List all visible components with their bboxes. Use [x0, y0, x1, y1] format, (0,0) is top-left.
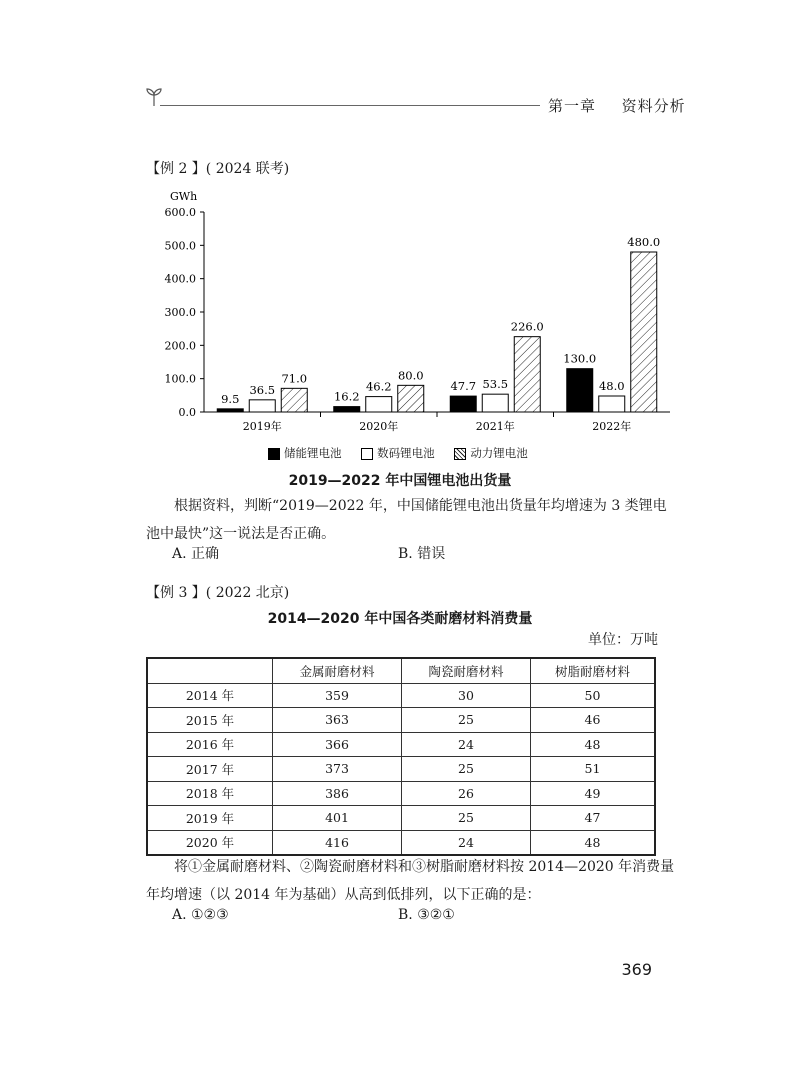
- page-number: 369: [621, 960, 652, 979]
- example3-question-line1: 将①金属耐磨材料、②陶瓷耐磨材料和③树脂耐磨材料按 2014—2020 年消费量: [174, 859, 675, 875]
- data-label: 46.2: [365, 379, 392, 394]
- example3-question-line2: 年均增速（以 2014 年为基础）从高到低排列，以下正确的是：: [146, 887, 541, 903]
- table-cell: 2018 年: [147, 781, 273, 806]
- legend-swatch-digital: [361, 448, 373, 460]
- example2-question-line1: 根据资料，判断“2019—2022 年，中国储能锂电池出货量年均增速为 3 类锂电: [174, 498, 667, 514]
- table-header-row: [147, 658, 655, 683]
- y-tick-label: 200.0: [164, 339, 196, 353]
- table-cell: 46: [531, 708, 656, 733]
- data-label: 480.0: [627, 235, 661, 249]
- table-row: [147, 830, 655, 855]
- data-label: 47.7: [450, 379, 477, 394]
- table-cell: 49: [531, 781, 656, 806]
- table-row: [147, 732, 655, 757]
- table-header-cell: [147, 658, 273, 683]
- y-tick-label: 0.0: [178, 406, 196, 419]
- bar-2-1: [398, 385, 424, 412]
- data-label: 36.5: [249, 382, 276, 397]
- table-cell: 363: [273, 708, 402, 733]
- chapter-title: 资料分析: [621, 97, 686, 115]
- table-cell: 2016 年: [147, 732, 273, 757]
- bar-1-2: [482, 394, 508, 412]
- x-tick-label: 2022年: [592, 420, 632, 433]
- header-chapter: [548, 95, 686, 116]
- y-axis-unit: GWh: [170, 190, 198, 203]
- y-tick-label: 400.0: [164, 272, 196, 286]
- table-header-cell: 金属耐磨材料: [273, 658, 402, 683]
- bar-1-3: [599, 396, 625, 412]
- legend-item-storage: [268, 446, 345, 460]
- bar-1-1: [366, 397, 392, 412]
- table-cell: 48: [531, 830, 656, 855]
- example3-option-b: B. ③②①: [398, 907, 455, 923]
- y-tick-label: 300.0: [164, 306, 196, 319]
- data-label: 80.0: [397, 368, 424, 383]
- consumption-table: [146, 657, 656, 856]
- data-label: 9.5: [221, 391, 240, 406]
- table-cell: 26: [402, 781, 531, 806]
- legend-label-digital: 数码锂电池: [377, 446, 435, 460]
- table-cell: 24: [402, 830, 531, 855]
- bar-2-2: [514, 337, 540, 412]
- bar-0-3: [567, 369, 593, 412]
- x-tick-label: 2021年: [475, 420, 515, 433]
- table-row: [147, 683, 655, 708]
- table-cell: 2019 年: [147, 806, 273, 831]
- x-tick-label: 2019年: [242, 420, 282, 433]
- table-header-cell: 陶瓷耐磨材料: [402, 658, 531, 683]
- table-cell: 47: [531, 806, 656, 831]
- example2-question-line2: 池中最快”这一说法是否正确。: [146, 526, 336, 542]
- data-label: 226.0: [510, 319, 544, 334]
- data-label: 71.0: [281, 371, 308, 386]
- table-cell: 25: [402, 708, 531, 733]
- table-cell: 48: [531, 732, 656, 757]
- table-cell: 50: [531, 683, 656, 708]
- data-label: 16.2: [333, 389, 360, 404]
- legend-swatch-power: [454, 448, 466, 460]
- y-tick-label: 500.0: [164, 239, 196, 253]
- table-cell: 401: [273, 806, 402, 831]
- example3-label: 【例 3 】( 2022 北京): [146, 585, 290, 601]
- table-cell: 373: [273, 757, 402, 782]
- chart-title: 2019—2022 年中国锂电池出货量: [288, 473, 512, 489]
- legend-label-power: 动力锂电池: [470, 446, 528, 460]
- chart-legend: [268, 445, 528, 461]
- bar-0-2: [450, 396, 476, 412]
- bar-chart: [140, 185, 680, 460]
- legend-item-digital: [361, 446, 438, 460]
- bar-0-1: [334, 407, 360, 412]
- legend-item-power: [454, 446, 528, 460]
- table-cell: 386: [273, 781, 402, 806]
- legend-label-storage: 储能锂电池: [284, 446, 342, 460]
- bar-2-3: [631, 252, 657, 412]
- y-tick-label: 100.0: [164, 372, 196, 386]
- data-label: 48.0: [598, 379, 625, 393]
- bar-0-0: [217, 409, 243, 412]
- table-row: [147, 781, 655, 806]
- example2-option-b: B. 错误: [398, 546, 446, 562]
- table-header-cell: 树脂耐磨材料: [531, 658, 656, 683]
- example2-option-a: A. 正确: [172, 546, 220, 562]
- y-tick-label: 600.0: [164, 206, 196, 219]
- x-tick-label: 2020年: [359, 420, 399, 433]
- table-cell: 25: [402, 806, 531, 831]
- table-unit: 单位：万吨: [588, 632, 658, 648]
- table-cell: 30: [402, 683, 531, 708]
- table-cell: 25: [402, 757, 531, 782]
- table-cell: 366: [273, 732, 402, 757]
- table-title: 2014—2020 年中国各类耐磨材料消费量: [267, 611, 533, 627]
- header-rule: [160, 105, 540, 106]
- data-label: 53.5: [482, 377, 509, 392]
- bar-1-0: [249, 400, 275, 412]
- table-row: [147, 806, 655, 831]
- bar-2-0: [281, 388, 307, 412]
- table-row: [147, 757, 655, 782]
- table-cell: 24: [402, 732, 531, 757]
- legend-swatch-storage: [268, 448, 280, 460]
- table-cell: 2015 年: [147, 708, 273, 733]
- example3-option-a: A. ①②③: [172, 907, 229, 923]
- example2-label: 【例 2 】( 2024 联考): [146, 161, 290, 177]
- table-cell: 51: [531, 757, 656, 782]
- table-row: [147, 708, 655, 733]
- table-cell: 2017 年: [147, 757, 273, 782]
- chapter-label: 第一章: [548, 97, 597, 115]
- data-label: 130.0: [563, 351, 597, 366]
- table-cell: 359: [273, 683, 402, 708]
- table-cell: 416: [273, 830, 402, 855]
- table-cell: 2014 年: [147, 683, 273, 708]
- table-cell: 2020 年: [147, 830, 273, 855]
